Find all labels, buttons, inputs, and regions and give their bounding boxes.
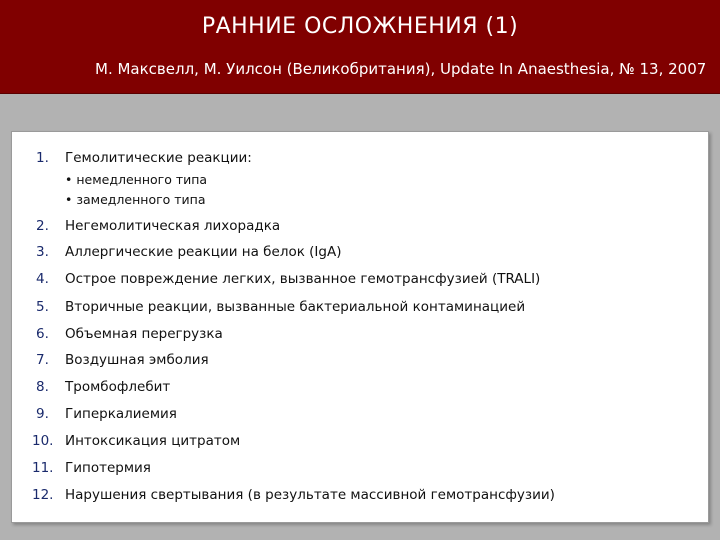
slide-title: РАННИЕ ОСЛОЖНЕНИЯ (1)	[201, 14, 519, 39]
list-item-text: Воздушная эмболия	[65, 352, 209, 368]
list-item-number: 1.	[36, 150, 49, 166]
list-item-number: 11.	[32, 460, 54, 476]
list-item-text: Интоксикация цитратом	[65, 433, 241, 449]
list-item-text: Тромбофлебит	[65, 379, 171, 395]
list-item-text: Негемолитическая лихорадка	[65, 218, 281, 234]
slide-subtitle: М. Максвелл, М. Уилсон (Великобритания), Update In Anaesthesia, № 13, 2007	[95, 60, 707, 78]
list-item-text: Нарушения свертывания (в результате массивной гемотрансфузии)	[65, 487, 555, 503]
list-item-number: 8.	[36, 379, 49, 395]
list-item-text: Гипотермия	[65, 460, 151, 476]
list-item-text: Гемолитические реакции:	[65, 150, 252, 166]
list-subitem: • замедленного типа	[65, 192, 206, 207]
list-item-text: Объемная перегрузка	[65, 326, 223, 342]
list-item-number: 5.	[36, 299, 49, 315]
list-item-number: 12.	[32, 487, 54, 503]
list-item-text: Вторичные реакции, вызванные бактериальной контаминацией	[65, 299, 526, 315]
list-item-text: Острое повреждение легких, вызванное гемотрансфузией (TRALI)	[65, 271, 541, 287]
list-subitem: • немедленного типа	[65, 172, 208, 187]
list-item-number: 10.	[32, 433, 54, 449]
list-item-text: Гиперкалиемия	[65, 406, 177, 422]
list-item-text: Аллергические реакции на белок (IgA)	[65, 244, 342, 260]
list-item-number: 6.	[36, 326, 49, 342]
list-item-number: 4.	[36, 271, 49, 287]
list-item-number: 3.	[36, 244, 49, 260]
content-panel	[11, 131, 709, 523]
list-item-number: 9.	[36, 406, 49, 422]
slide-header	[0, 0, 720, 94]
list-item-number: 2.	[36, 218, 49, 234]
list-item-number: 7.	[36, 352, 49, 368]
